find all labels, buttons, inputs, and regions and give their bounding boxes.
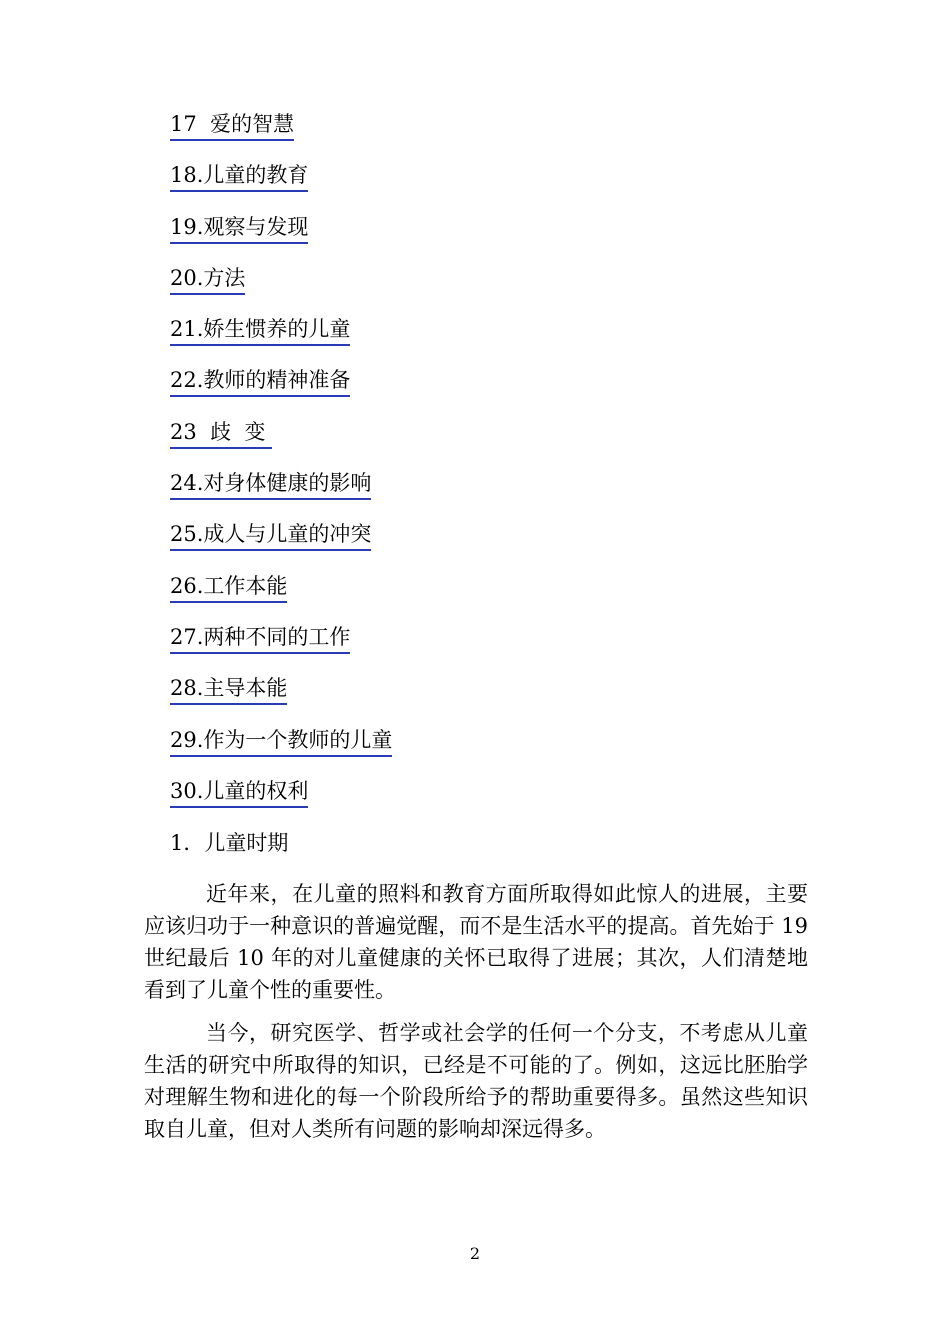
toc-item	[170, 315, 392, 366]
toc-item	[170, 623, 392, 674]
toc-item	[170, 469, 392, 520]
toc-item	[170, 213, 392, 264]
toc-link[interactable]: 20.方法	[170, 264, 245, 295]
toc-item	[170, 264, 392, 315]
body-paragraph: 当今，研究医学、哲学或社会学的任何一个分支，不考虑从儿童生活的研究中所取得的知识，已经是不可能的了。例如，这远比胚胎学对理解生物和进化的每一个阶段所给予的帮助重要得多。虽然这些知识取自儿童，但对人类所有问题的影响却深远得多。	[144, 1021, 808, 1141]
toc-item	[170, 572, 392, 623]
page-number: 2	[469, 1244, 481, 1263]
toc-item	[170, 161, 392, 212]
toc-item	[170, 726, 392, 777]
toc-link[interactable]: 28.主导本能	[170, 674, 287, 705]
toc-link[interactable]: 26.工作本能	[170, 572, 287, 603]
toc-link[interactable]: 21.娇生惯养的儿童	[170, 315, 350, 346]
toc-link[interactable]: 27.两种不同的工作	[170, 623, 350, 654]
toc-link[interactable]: 29.作为一个教师的儿童	[170, 726, 392, 757]
toc-link[interactable]: 17 爱的智慧	[170, 110, 294, 141]
toc-item	[170, 366, 392, 417]
toc-link[interactable]: 25.成人与儿童的冲突	[170, 520, 371, 551]
toc-item	[170, 777, 392, 828]
body-paragraph: 近年来，在儿童的照料和教育方面所取得如此惊人的进展，主要应该归功于一种意识的普遍觉醒，而不是生活水平的提高。首先始于 19 世纪最后 10 年的对儿童健康的关怀已取得了进展；其次，人们清楚地看到了儿童个性的重要性。	[144, 882, 808, 1002]
toc-item	[170, 110, 392, 161]
toc-link[interactable]: 18.儿童的教育	[170, 161, 308, 192]
section-heading: 1．儿童时期	[170, 831, 289, 855]
toc-link[interactable]: 19.观察与发现	[170, 213, 308, 244]
toc-link[interactable]: 30.儿童的权利	[170, 777, 308, 808]
table-of-contents	[170, 110, 392, 828]
toc-link[interactable]: 23 歧 变	[170, 418, 272, 449]
toc-item	[170, 520, 392, 571]
toc-item	[170, 674, 392, 725]
toc-item	[170, 418, 392, 469]
toc-link[interactable]: 22.教师的精神准备	[170, 366, 350, 397]
toc-link[interactable]: 24.对身体健康的影响	[170, 469, 371, 500]
